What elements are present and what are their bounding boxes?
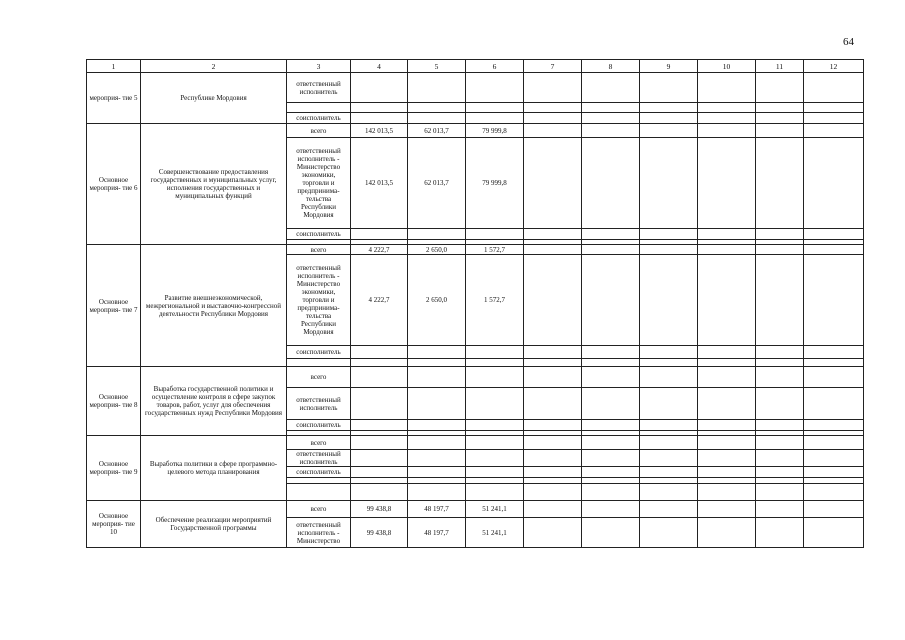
role-label: ответственный исполнитель - Министерство экономики, торговли и предпринима-тельства Республики Мордовия — [287, 138, 351, 229]
value-cell: 1 572,7 — [466, 255, 524, 346]
role-label: ответственный исполнитель - Министерство — [287, 518, 351, 548]
event-name: Развитие внешнеэкономической, межрегиональной и выставочно-конгрессной деятельности Республики Мордовия — [141, 245, 287, 367]
col-header: 6 — [466, 60, 524, 73]
col-header: 12 — [804, 60, 864, 73]
event-code: Основное мероприя- тие 8 — [87, 367, 141, 436]
value-cell: 79 999,8 — [466, 138, 524, 229]
event-name: Выработка государственной политики и осуществление контроля в сфере закупок товаров, работ, услуг для обеспечения государственных нужд Республики Мордовия — [141, 367, 287, 436]
value-cell: 4 222,7 — [351, 255, 408, 346]
role-label: соисполнитель — [287, 113, 351, 124]
role-label: всего — [287, 436, 351, 450]
value-cell: 62 013,7 — [408, 124, 466, 138]
value-cell: 48 197,7 — [408, 518, 466, 548]
event-name: Выработка политики в сфере программно-целевого метода планирования — [141, 436, 287, 501]
role-label: ответственный исполнитель — [287, 450, 351, 467]
value-cell: 142 013,5 — [351, 138, 408, 229]
role-label: соисполнитель — [287, 420, 351, 431]
role-label: ответственный исполнитель — [287, 388, 351, 420]
value-cell: 142 013,5 — [351, 124, 408, 138]
event-code: Основное мероприя- тие 9 — [87, 436, 141, 501]
event-code: Основное мероприя- тие 6 — [87, 124, 141, 245]
col-header: 1 — [87, 60, 141, 73]
value-cell: 1 572,7 — [466, 245, 524, 255]
col-header: 9 — [640, 60, 698, 73]
value-cell: 48 197,7 — [408, 501, 466, 518]
event-name: Обеспечение реализации мероприятий Государственной программы — [141, 501, 287, 548]
col-header: 2 — [141, 60, 287, 73]
table-row — [87, 245, 864, 255]
value-cell: 4 222,7 — [351, 245, 408, 255]
event-name: Совершенствование предоставления государственных и муниципальных услуг, исполнения государственных и муниципальных функций — [141, 124, 287, 245]
col-header: 7 — [524, 60, 582, 73]
header-row — [87, 60, 864, 73]
value-cell: 51 241,1 — [466, 501, 524, 518]
table-row — [87, 124, 864, 138]
col-header: 3 — [287, 60, 351, 73]
value-cell: 51 241,1 — [466, 518, 524, 548]
col-header: 10 — [698, 60, 756, 73]
value-cell: 2 650,0 — [408, 245, 466, 255]
page-number: 64 — [843, 36, 854, 48]
role-label: всего — [287, 124, 351, 138]
table-row — [87, 367, 864, 388]
col-header: 5 — [408, 60, 466, 73]
role-label: всего — [287, 501, 351, 518]
col-header: 8 — [582, 60, 640, 73]
program-table — [86, 59, 864, 548]
role-label: ответственный исполнитель - Министерство экономики, торговли и предпринима-тельства Республики Мордовия — [287, 255, 351, 346]
event-code: Основное мероприя- тие 10 — [87, 501, 141, 548]
role-label: всего — [287, 367, 351, 388]
table-row — [87, 436, 864, 450]
col-header: 11 — [756, 60, 804, 73]
table-row — [87, 501, 864, 518]
value-cell: 62 013,7 — [408, 138, 466, 229]
col-header: 4 — [351, 60, 408, 73]
role-label: ответственный исполнитель — [287, 73, 351, 103]
event-code: мероприя- тие 5 — [87, 73, 141, 124]
value-cell: 79 999,8 — [466, 124, 524, 138]
value-cell: 2 650,0 — [408, 255, 466, 346]
role-label: соисполнитель — [287, 467, 351, 478]
event-code: Основное мероприя- тие 7 — [87, 245, 141, 367]
value-cell: 99 438,8 — [351, 501, 408, 518]
role-label: всего — [287, 245, 351, 255]
event-name: Республике Мордовия — [141, 73, 287, 124]
role-label: соисполнитель — [287, 346, 351, 359]
role-label: соисполнитель — [287, 229, 351, 240]
value-cell: 99 438,8 — [351, 518, 408, 548]
table-row — [87, 73, 864, 103]
